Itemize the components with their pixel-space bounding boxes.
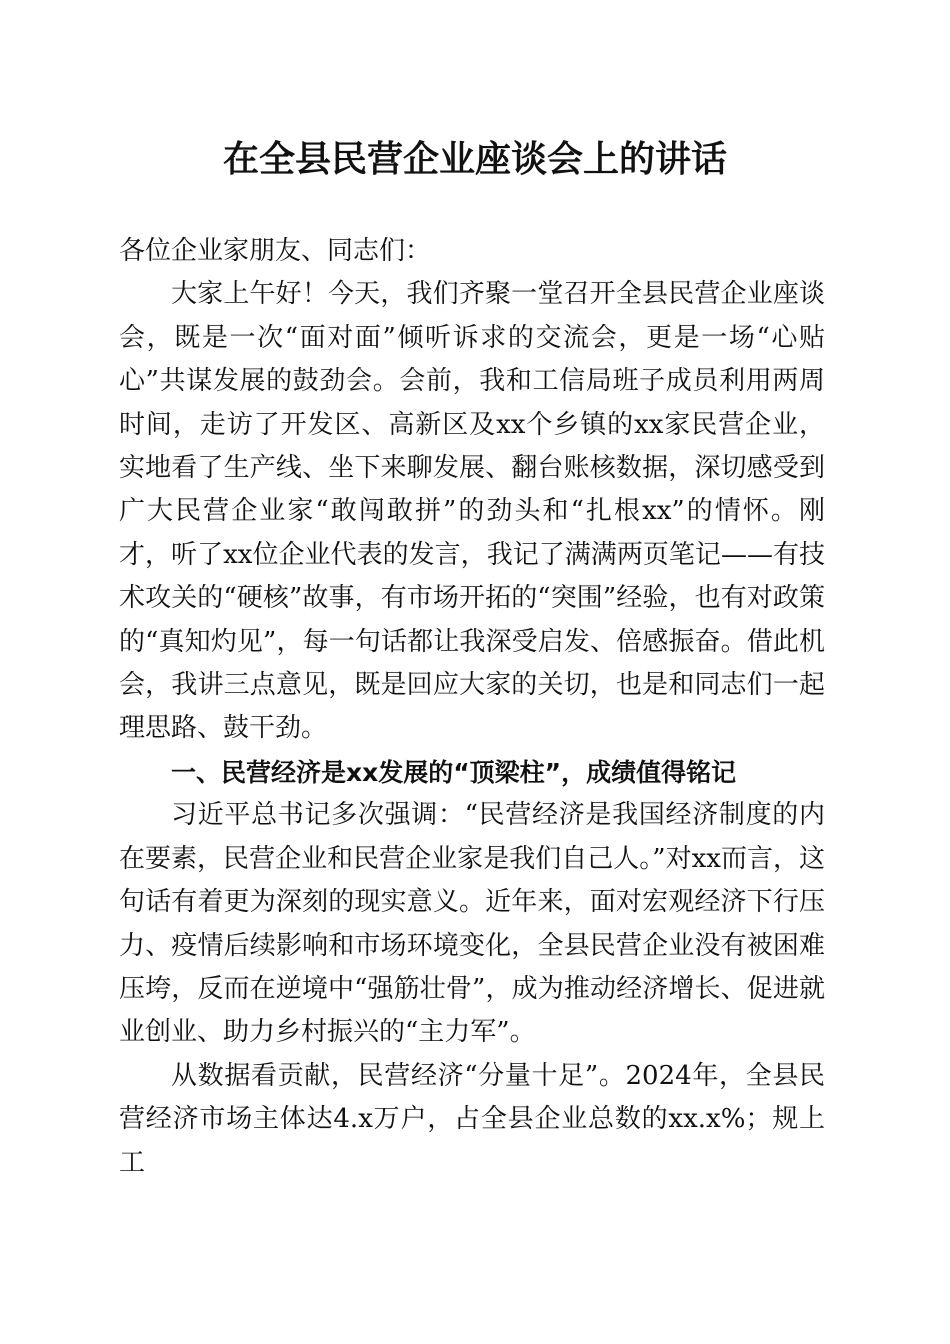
section-1-paragraph-2: 从数据看贡献，民营经济“分量十足”。2024年，全县民营经济市场主体达4.x万户，占全县企业总数的xx.x%；规上工 — [119, 1060, 825, 1178]
document-title: 在全县民营企业座谈会上的讲话 — [222, 139, 727, 180]
opening-paragraph: 大家上午好！今天，我们齐聚一堂召开全县民营企业座谈会，既是一次“面对面”倾听诉求的交流会，更是一场“心贴心”共谋发展的鼓劲会。会前，我和工信局班子成员利用两周时间，走访了开发区、高新区及xx个乡镇的xx家民营企业，实地看了生产线、坐下来聊发展、翻台账核数据，深切感受到广大民营企业家“敢闯敢拼”的劲头和“扎根xx”的情怀。刚才，听了xx位企业代表的发言，我记了满满两页笔记——有技术攻关的“硬核”故事，有市场开拓的“突围”经验，也有对政策的“真知灼见”，每一句话都让我深受启发、倍感振奋。借此机会，我讲三点意见，既是回应大家的关切，也是和同志们一起理思路、鼓干劲。 — [119, 279, 825, 744]
section-1-paragraph-1: 习近平总书记多次强调：“民营经济是我国经济制度的内在要素，民营企业和民营企业家是我们自己人。”对xx而言，这句话有着更为深刻的现实意义。近年来，面对宏观经济下行压力、疫情后续影响和市场环境变化，全县民营企业没有被困难压垮，反而在逆境中“强筋壮骨”，成为推动经济增长、促进就业创业、助力乡村振兴的“主力军”。 — [119, 800, 825, 1048]
document-body — [119, 230, 825, 1185]
section-heading-1: 一、民营经济是xx发展的“顶梁柱”，成绩值得铭记 — [171, 757, 737, 787]
salutation: 各位企业家朋友、同志们： — [119, 236, 432, 266]
